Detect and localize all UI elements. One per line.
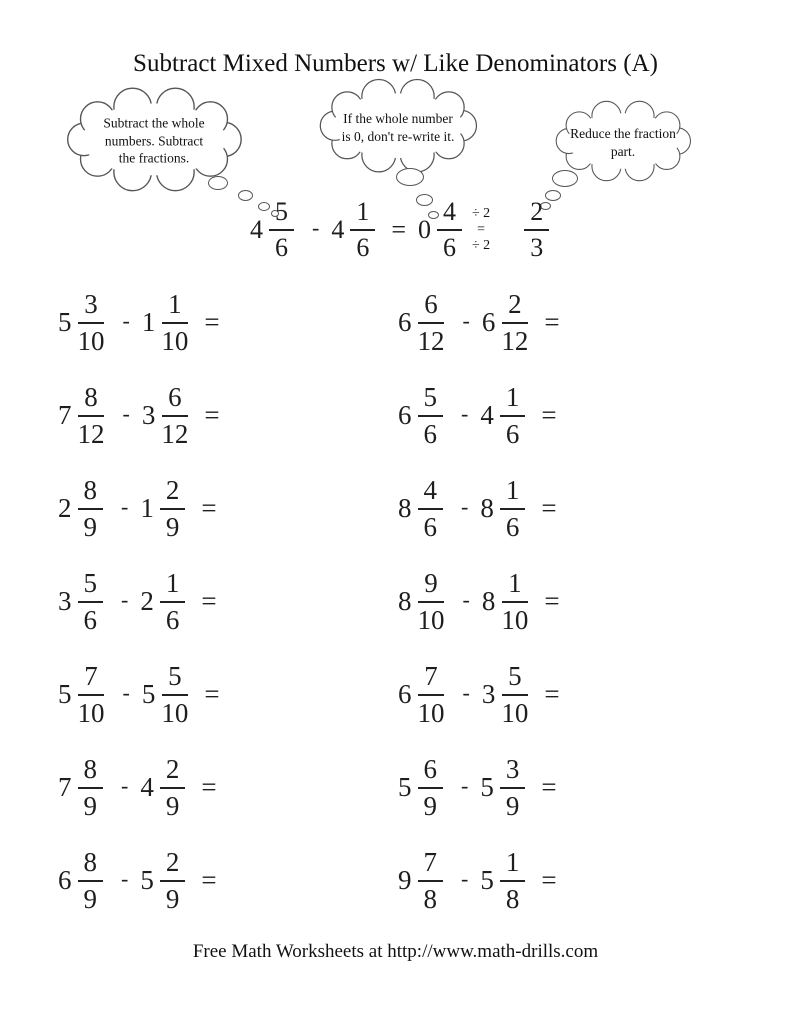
example-fraction-1 [269,199,294,261]
whole-number: 2 [58,493,72,523]
fraction [417,660,445,728]
example-result-whole: 0 [418,215,431,244]
bubble-trail-dot [396,168,424,186]
numerator: 5 [502,663,528,696]
reduce-equals: = [477,221,486,237]
problem [58,741,232,834]
denominator: 6 [275,233,288,262]
numerator: 6 [418,756,444,789]
fraction [78,567,104,635]
fraction [417,567,445,635]
fraction [160,567,186,635]
numerator: 6 [418,291,444,324]
equals-sign: = [201,865,217,895]
denominator: 9 [165,790,180,821]
whole-number: 1 [141,307,156,337]
equals-sign: = [544,307,560,337]
equals-sign: = [544,586,560,616]
minus-sign: - [461,493,469,519]
equals-sign: = [204,400,220,430]
denominator: 6 [505,418,520,449]
numerator: 1 [500,477,526,510]
whole-number: 4 [140,772,154,802]
reduce-top: ÷ 2 [472,205,491,221]
whole-number: 3 [141,400,156,430]
whole-number: 8 [398,586,412,616]
numerator: 7 [418,663,444,696]
equals-sign: = [201,586,217,616]
example-whole-2: 4 [331,215,345,244]
denominator: 8 [505,883,520,914]
whole-number: 5 [58,307,72,337]
whole-number: 2 [140,586,154,616]
bubble-trail-dot [208,176,228,190]
minus-sign: - [121,586,129,612]
bubble-trail-dot [552,170,578,187]
whole-number: 5 [58,679,72,709]
whole-number: 5 [140,865,154,895]
numerator: 5 [269,199,294,231]
minus-sign: - [312,215,320,240]
whole-number: 6 [58,865,72,895]
whole-number: 3 [481,679,496,709]
whole-number: 3 [58,586,72,616]
minus-sign: - [461,400,469,426]
whole-number: 5 [480,865,494,895]
numerator: 1 [502,570,528,603]
numerator: 4 [437,199,462,231]
example-reduced-fraction [524,199,549,261]
numerator: 1 [500,849,526,882]
minus-sign: - [462,586,470,612]
whole-number: 9 [398,865,412,895]
problem [398,648,572,741]
minus-sign: - [462,307,470,333]
fraction [77,288,105,356]
fraction [160,753,186,821]
problems-column-left [58,276,232,927]
denominator: 6 [423,511,437,542]
equals-sign: = [541,772,557,802]
problems-column-right [398,276,572,927]
whole-number: 5 [141,679,156,709]
denominator: 9 [165,511,180,542]
problem [398,834,572,927]
denominator: 9 [165,883,180,914]
problem [398,741,572,834]
numerator: 2 [160,756,186,789]
denominator: 6 [505,511,520,542]
fraction [77,381,105,449]
whole-number: 7 [58,772,72,802]
whole-number: 6 [398,307,412,337]
minus-sign: - [121,493,129,519]
minus-sign: - [121,865,129,891]
reduce-bottom: ÷ 2 [472,238,491,254]
denominator: 10 [161,697,189,728]
whole-number: 6 [398,400,412,430]
denominator: 10 [77,325,105,356]
denominator: 12 [417,325,445,356]
denominator: 8 [423,883,437,914]
fraction [418,753,444,821]
numerator: 8 [78,756,104,789]
denominator: 10 [77,697,105,728]
problem [58,462,232,555]
whole-number: 8 [481,586,496,616]
fraction [78,474,104,542]
problem [398,369,572,462]
denominator: 10 [417,604,445,635]
equals-sign: = [204,307,220,337]
reduce-annotation [472,206,490,254]
example-equation [250,196,555,264]
problem [58,369,232,462]
whole-number: 8 [398,493,412,523]
equals-sign: = [541,865,557,895]
denominator: 9 [83,790,97,821]
denominator: 6 [423,418,437,449]
minus-sign: - [122,679,130,705]
numerator: 6 [162,384,188,417]
problem [58,276,232,369]
fraction [501,567,529,635]
numerator: 1 [500,384,526,417]
denominator: 10 [501,697,529,728]
problem [58,834,232,927]
denominator: 12 [77,418,105,449]
numerator: 3 [78,291,104,324]
fraction [418,381,444,449]
footer-credit: Free Math Worksheets at http://www.math-drills.com [192,941,599,962]
numerator: 5 [418,384,444,417]
example-result-fraction [437,199,462,261]
fraction [78,753,104,821]
minus-sign: - [122,307,130,333]
numerator: 8 [78,477,104,510]
numerator: 2 [524,199,549,231]
numerator: 7 [78,663,104,696]
whole-number: 6 [398,679,412,709]
whole-number: 5 [480,772,494,802]
fraction [418,846,444,914]
whole-number: 8 [480,493,494,523]
denominator: 9 [505,790,520,821]
fraction [418,474,444,542]
fraction [501,288,529,356]
denominator: 9 [423,790,437,821]
numerator: 1 [350,199,375,231]
equals-sign: = [541,400,557,430]
numerator: 9 [418,570,444,603]
fraction [77,660,105,728]
fraction [500,474,526,542]
equals-sign: = [544,679,560,709]
fraction [160,846,186,914]
denominator: 6 [356,233,370,262]
denominator: 6 [83,604,97,635]
numerator: 2 [160,849,186,882]
bubble-steps-text: Subtract the whole numbers. Subtract the fractions. [103,115,205,166]
thought-bubble-zero-rule [312,78,484,178]
bubble-zero-rule-text: If the whole number is 0, don't re-write it. [341,110,455,144]
fraction [417,288,445,356]
minus-sign: - [461,865,469,891]
fraction [161,381,189,449]
numerator: 2 [160,477,186,510]
example-whole-1: 4 [250,215,263,244]
denominator: 12 [161,418,189,449]
fraction [500,381,526,449]
fraction [501,660,529,728]
equals-sign: = [391,215,406,244]
denominator: 6 [443,233,456,262]
numerator: 7 [418,849,444,882]
bubble-reduce-text: Reduce the fraction part. [570,125,676,159]
fraction [161,288,189,356]
problem [398,555,572,648]
numerator: 1 [162,291,188,324]
denominator: 9 [83,883,97,914]
numerator: 1 [160,570,186,603]
equals-sign: = [541,493,557,523]
fraction [500,753,526,821]
equals-sign: = [201,493,217,523]
minus-sign: - [462,679,470,705]
problem [58,555,232,648]
numerator: 4 [418,477,444,510]
numerator: 8 [78,384,104,417]
numerator: 5 [162,663,188,696]
equals-sign: = [201,772,217,802]
denominator: 10 [501,604,529,635]
problem [398,276,572,369]
fraction [161,660,189,728]
problem [398,462,572,555]
example-fraction-2 [350,199,375,261]
minus-sign: - [121,772,129,798]
denominator: 12 [501,325,529,356]
whole-number: 6 [481,307,496,337]
page-title: Subtract Mixed Numbers w/ Like Denominators (A) [133,50,658,77]
minus-sign: - [122,400,130,426]
denominator: 9 [83,511,97,542]
fraction [78,846,104,914]
fraction [500,846,526,914]
denominator: 6 [165,604,180,635]
whole-number: 1 [140,493,154,523]
minus-sign: - [461,772,469,798]
problem [58,648,232,741]
numerator: 8 [78,849,104,882]
whole-number: 5 [398,772,412,802]
equals-sign: = [204,679,220,709]
denominator: 3 [530,233,544,262]
denominator: 10 [161,325,189,356]
numerator: 2 [502,291,528,324]
whole-number: 4 [480,400,494,430]
denominator: 10 [417,697,445,728]
numerator: 5 [78,570,104,603]
fraction [160,474,186,542]
whole-number: 7 [58,400,72,430]
numerator: 3 [500,756,526,789]
